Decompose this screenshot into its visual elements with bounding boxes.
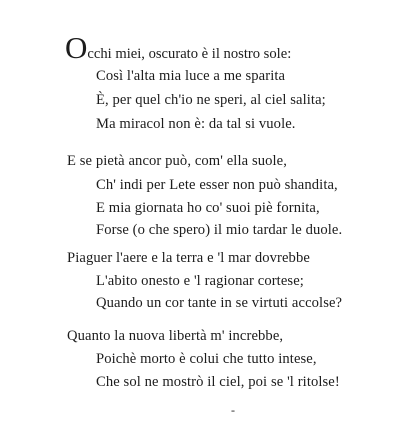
drop-cap-initial: O [65, 30, 88, 65]
stanza-1-line-4: Ma miracol non è: da tal si vuole. [96, 116, 296, 132]
stanza-1-line-2: Così l'alta mia luce a me sparita [96, 68, 286, 84]
stanza-2-line-2: Ch' indi per Lete esser non può shandita, [96, 177, 338, 193]
stanza-2-line-1: E se pietà ancor può, com' ella suole, [67, 153, 287, 169]
stanza-3-line-3: Quando un cor tante in se virtuti accolse? [96, 295, 343, 311]
stanza-4-line-3: Che sol ne mostrò il ciel, poi se 'l ritolse! [96, 374, 340, 390]
stanza-3-line-2: L'abito onesto e 'l ragionar cortese; [96, 273, 304, 289]
stanza-2-line-3: E mia giornata ho co' suoi piè fornita, [96, 200, 320, 216]
stanza-1-line-3: È, per quel ch'io ne speri, al ciel salita; [96, 92, 326, 108]
stanza-1-line-1-text: cchi miei, oscurato è il nostro sole: [87, 46, 292, 62]
stanza-3-line-1: Piaguer l'aere e la terra e 'l mar dovrebbe [67, 250, 310, 266]
page-mark: - [231, 403, 235, 417]
stanza-1-line-1 [65, 30, 292, 65]
stanza-2-line-4: Forse (o che spero) il mio tardar le duole. [96, 222, 343, 238]
stanza-4-line-1: Quanto la nuova libertà m' increbbe, [67, 328, 284, 344]
stanza-4-line-2: Poichè morto è colui che tutto intese, [96, 351, 317, 367]
